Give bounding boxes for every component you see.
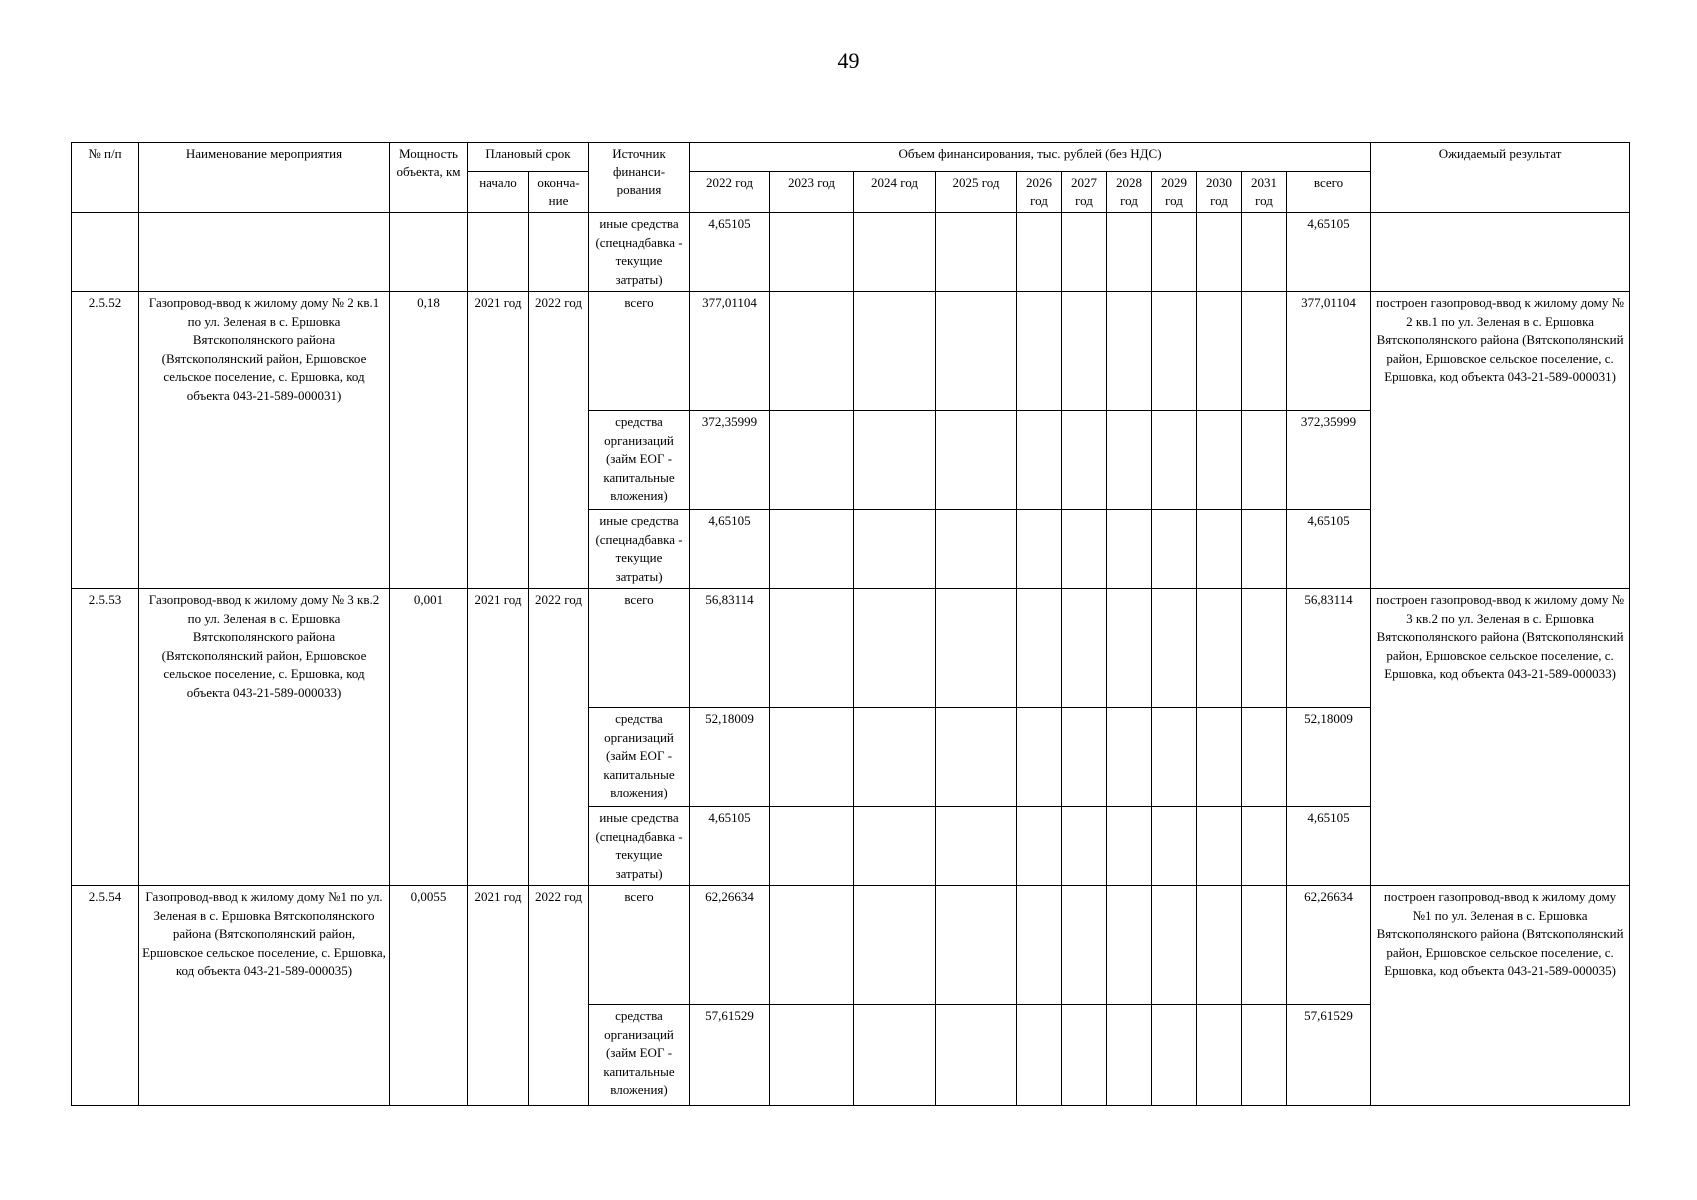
- cell-year: [1107, 510, 1152, 589]
- cell-end: [529, 213, 589, 292]
- cell-year: [1152, 213, 1197, 292]
- header-result: Ожидаемый результат: [1371, 143, 1630, 213]
- cell-y2022: 4,65105: [690, 807, 770, 886]
- cell-power: 0,18: [390, 292, 468, 589]
- cell-name: [139, 213, 390, 292]
- cell-year: [770, 510, 854, 589]
- header-year: 2029 год: [1152, 172, 1197, 213]
- cell-source: средства организаций (займ ЕОГ - капитальные вложения): [589, 708, 690, 807]
- cell-year: [1197, 1005, 1242, 1106]
- cell-total: 52,18009: [1287, 708, 1371, 807]
- cell-total: 56,83114: [1287, 589, 1371, 708]
- cell-result: построен газопровод-ввод к жилому дому № 3 кв.2 по ул. Зеленая в с. Ершовка Вятскополянского района (Вятскополянский район, Ершовское сельское поселение, с. Ершовка, код объекта 043-21-589-000033): [1371, 589, 1630, 886]
- cell-year: [770, 708, 854, 807]
- cell-year: [770, 292, 854, 411]
- cell-year: [936, 886, 1017, 1005]
- cell-year: [1197, 292, 1242, 411]
- cell-year: [1017, 411, 1062, 510]
- cell-end: 2022 год: [529, 292, 589, 589]
- cell-year: [1107, 292, 1152, 411]
- cell-year: [770, 589, 854, 708]
- cell-year: [1242, 292, 1287, 411]
- cell-year: [1152, 589, 1197, 708]
- header-source: Источник финанси-рования: [589, 143, 690, 213]
- cell-year: [854, 1005, 936, 1106]
- cell-year: [1017, 807, 1062, 886]
- header-num: № п/п: [72, 143, 139, 213]
- cell-year: [1017, 886, 1062, 1005]
- cell-year: [1242, 411, 1287, 510]
- cell-year: [1062, 213, 1107, 292]
- header-year: 2025 год: [936, 172, 1017, 213]
- cell-year: [1062, 510, 1107, 589]
- cell-year: [854, 708, 936, 807]
- cell-result: построен газопровод-ввод к жилому дому № 2 кв.1 по ул. Зеленая в с. Ершовка Вятскополянского района (Вятскополянский район, Ершовское сельское поселение, с. Ершовка, код объекта 043-21-589-000031): [1371, 292, 1630, 589]
- table-row: [72, 589, 1630, 708]
- cell-year: [1107, 589, 1152, 708]
- cell-year: [1062, 292, 1107, 411]
- cell-total: 62,26634: [1287, 886, 1371, 1005]
- cell-year: [1242, 1005, 1287, 1106]
- cell-source: иные средства (спецнадбавка - текущие затраты): [589, 213, 690, 292]
- cell-year: [1152, 807, 1197, 886]
- cell-year: [1017, 292, 1062, 411]
- header-volume: Объем финансирования, тыс. рублей (без НДС): [690, 143, 1371, 172]
- cell-total: 4,65105: [1287, 213, 1371, 292]
- cell-year: [770, 807, 854, 886]
- header-year: 2027 год: [1062, 172, 1107, 213]
- cell-power: [390, 213, 468, 292]
- cell-year: [936, 411, 1017, 510]
- page-number: 49: [837, 48, 860, 73]
- cell-year: [1197, 411, 1242, 510]
- cell-start: 2021 год: [468, 292, 529, 589]
- cell-year: [1197, 589, 1242, 708]
- cell-year: [1197, 510, 1242, 589]
- cell-source: иные средства (спецнадбавка - текущие затраты): [589, 807, 690, 886]
- cell-y2022: 56,83114: [690, 589, 770, 708]
- header-year: 2022 год: [690, 172, 770, 213]
- header-year: 2026 год: [1017, 172, 1062, 213]
- cell-year: [1197, 708, 1242, 807]
- cell-year: [1242, 886, 1287, 1005]
- cell-name: Газопровод-ввод к жилому дому №1 по ул. Зеленая в с. Ершовка Вятскополянского района (Вятскополянский район, Ершовское сельское поселение, с. Ершовка, код объекта 043-21-589-000035): [139, 886, 390, 1106]
- cell-year: [1107, 411, 1152, 510]
- cell-source: всего: [589, 589, 690, 708]
- header-power: Мощность объекта, км: [390, 143, 468, 213]
- cell-year: [1017, 1005, 1062, 1106]
- cell-year: [1242, 807, 1287, 886]
- cell-year: [1152, 292, 1197, 411]
- table-row: [72, 886, 1630, 1005]
- cell-y2022: 62,26634: [690, 886, 770, 1005]
- cell-year: [1062, 589, 1107, 708]
- cell-source: средства организаций (займ ЕОГ - капитальные вложения): [589, 411, 690, 510]
- cell-year: [854, 589, 936, 708]
- header-term-end: оконча-ние: [529, 172, 589, 213]
- cell-year: [1197, 213, 1242, 292]
- header-term-start: начало: [468, 172, 529, 213]
- cell-num: [72, 213, 139, 292]
- cell-year: [854, 510, 936, 589]
- cell-end: 2022 год: [529, 589, 589, 886]
- cell-y2022: 52,18009: [690, 708, 770, 807]
- cell-total: 372,35999: [1287, 411, 1371, 510]
- cell-year: [1062, 807, 1107, 886]
- cell-y2022: 377,01104: [690, 292, 770, 411]
- cell-total: 377,01104: [1287, 292, 1371, 411]
- cell-year: [936, 292, 1017, 411]
- cell-year: [936, 589, 1017, 708]
- cell-total: 57,61529: [1287, 1005, 1371, 1106]
- financing-table: [71, 142, 1630, 1106]
- cell-start: 2021 год: [468, 886, 529, 1106]
- cell-year: [1152, 1005, 1197, 1106]
- cell-year: [1017, 589, 1062, 708]
- cell-year: [854, 411, 936, 510]
- cell-name: Газопровод-ввод к жилому дому № 3 кв.2 по ул. Зеленая в с. Ершовка Вятскополянского района (Вятскополянский район, Ершовское сельское поселение, с. Ершовка, код объекта 043-21-589-000033): [139, 589, 390, 886]
- cell-start: 2021 год: [468, 589, 529, 886]
- table-row: [72, 213, 1630, 292]
- cell-start: [468, 213, 529, 292]
- cell-year: [854, 213, 936, 292]
- header-year: 2028 год: [1107, 172, 1152, 213]
- cell-power: 0,0055: [390, 886, 468, 1106]
- cell-source: всего: [589, 292, 690, 411]
- cell-year: [1062, 411, 1107, 510]
- cell-year: [1107, 807, 1152, 886]
- cell-result: построен газопровод-ввод к жилому дому №1 по ул. Зеленая в с. Ершовка Вятскополянского района (Вятскополянский район, Ершовское сельское поселение, с. Ершовка, код объекта 043-21-589-000035): [1371, 886, 1630, 1106]
- cell-num: 2.5.52: [72, 292, 139, 589]
- cell-power: 0,001: [390, 589, 468, 886]
- cell-year: [1062, 708, 1107, 807]
- cell-y2022: 4,65105: [690, 213, 770, 292]
- cell-year: [770, 886, 854, 1005]
- header-year: 2023 год: [770, 172, 854, 213]
- cell-year: [1017, 708, 1062, 807]
- cell-year: [1152, 510, 1197, 589]
- header-term: Плановый срок: [468, 143, 589, 172]
- cell-year: [1107, 213, 1152, 292]
- cell-y2022: 372,35999: [690, 411, 770, 510]
- header-year: 2030 год: [1197, 172, 1242, 213]
- cell-year: [1197, 807, 1242, 886]
- cell-year: [936, 708, 1017, 807]
- cell-year: [1242, 213, 1287, 292]
- cell-total: 4,65105: [1287, 510, 1371, 589]
- header-year: 2031 год: [1242, 172, 1287, 213]
- table-row: [72, 292, 1630, 411]
- cell-year: [1017, 510, 1062, 589]
- cell-source: средства организаций (займ ЕОГ - капитальные вложения): [589, 1005, 690, 1106]
- cell-source: иные средства (спецнадбавка - текущие затраты): [589, 510, 690, 589]
- cell-year: [854, 886, 936, 1005]
- cell-year: [936, 213, 1017, 292]
- cell-end: 2022 год: [529, 886, 589, 1106]
- cell-year: [936, 807, 1017, 886]
- header-year: 2024 год: [854, 172, 936, 213]
- cell-num: 2.5.53: [72, 589, 139, 886]
- cell-year: [1197, 886, 1242, 1005]
- cell-year: [1152, 886, 1197, 1005]
- cell-year: [1242, 589, 1287, 708]
- cell-result: [1371, 213, 1630, 292]
- cell-num: 2.5.54: [72, 886, 139, 1106]
- cell-year: [1107, 708, 1152, 807]
- cell-year: [936, 1005, 1017, 1106]
- header-total: всего: [1287, 172, 1371, 213]
- cell-year: [1062, 886, 1107, 1005]
- cell-year: [1152, 708, 1197, 807]
- cell-year: [854, 807, 936, 886]
- cell-year: [1242, 708, 1287, 807]
- cell-y2022: 57,61529: [690, 1005, 770, 1106]
- cell-year: [1107, 1005, 1152, 1106]
- cell-year: [1107, 886, 1152, 1005]
- cell-year: [1017, 213, 1062, 292]
- cell-source: всего: [589, 886, 690, 1005]
- cell-year: [1062, 1005, 1107, 1106]
- cell-year: [854, 292, 936, 411]
- cell-year: [1242, 510, 1287, 589]
- cell-y2022: 4,65105: [690, 510, 770, 589]
- header-name: Наименование мероприятия: [139, 143, 390, 213]
- cell-total: 4,65105: [1287, 807, 1371, 886]
- cell-year: [770, 1005, 854, 1106]
- cell-name: Газопровод-ввод к жилому дому № 2 кв.1 по ул. Зеленая в с. Ершовка Вятскополянского района (Вятскополянский район, Ершовское сельское поселение, с. Ершовка, код объекта 043-21-589-000031): [139, 292, 390, 589]
- cell-year: [770, 213, 854, 292]
- cell-year: [936, 510, 1017, 589]
- cell-year: [770, 411, 854, 510]
- cell-year: [1152, 411, 1197, 510]
